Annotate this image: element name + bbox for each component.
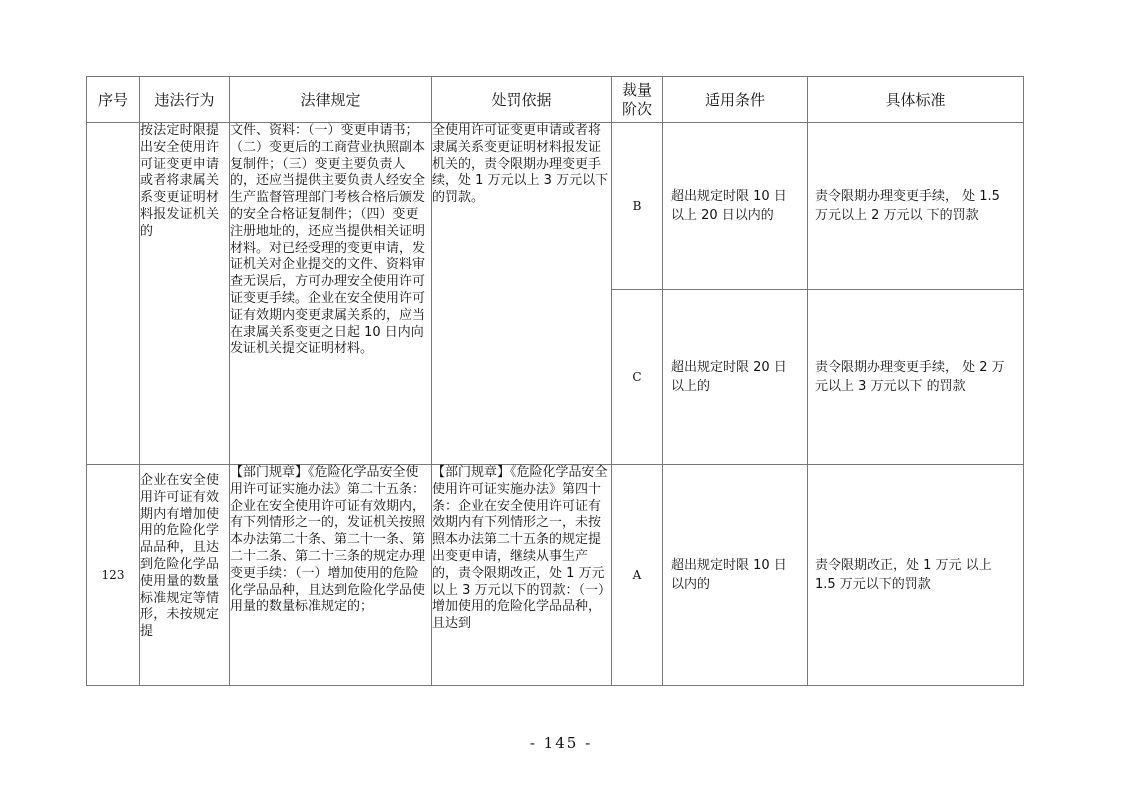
header-level-line1: 裁量 bbox=[621, 80, 652, 99]
standard-cell: 责令限期改正，处 1 万元 以上 1.5 万元以下的罚款 bbox=[808, 465, 1024, 686]
standard-cell: 责令限期办理变更手续， 处 2 万元以上 3 万元以下 的罚款 bbox=[808, 290, 1024, 465]
table-row bbox=[87, 123, 1024, 290]
level-cell: C bbox=[612, 290, 663, 465]
level-cell: A bbox=[612, 465, 663, 686]
violation-cell: 企业在安全使用许可证有效期内有增加使用的危险化学品品种，且达到危险化学品使用量的数量标准规定等情形，未按规定提 bbox=[140, 465, 230, 686]
law-cell: 【部门规章】《危险化学品安全使用许可证实施办法》第二十五条：企业在安全使用许可证有效期内，有下列情形之一的，发证机关按照本办法第二十条、第二十一条、第二十二条、第二十三条的规定办理变更手续：（一）增加使用的危险化学品品种，且达到危险化学品使用量的数量标准规定的； bbox=[230, 465, 432, 686]
header-penalty: 处罚依据 bbox=[432, 77, 612, 123]
law-cell: 文件、资料：（一）变更申请书；（二）变更后的工商营业执照副本复制件；（三）变更主要负责人的，还应当提供主要负责人经安全生产监督管理部门考核合格后颁发的安全合格证复制件；（四）变更注册地址的，还应当提供相关证明材料。对已经受理的变更申请，发证机关对企业提交的文件、资料审查无误后，方可办理安全使用许可证变更手续。企业在安全使用许可证有效期内变更隶属关系的，应当在隶属关系变更之日起 10 日内向发证机关提交证明材料。 bbox=[230, 123, 432, 465]
header-level bbox=[612, 77, 663, 123]
penalty-discretion-table bbox=[86, 76, 1024, 686]
level-cell: B bbox=[612, 123, 663, 290]
violation-cell: 按法定时限提出安全使用许可证变更申请或者将隶属关系变更证明材料报发证机关的 bbox=[140, 123, 230, 465]
standard-cell: 责令限期办理变更手续， 处 1.5 万元以上 2 万元以 下的罚款 bbox=[808, 123, 1024, 290]
header-level-line2: 阶次 bbox=[621, 99, 652, 118]
penalty-basis-cell: 【部门规章】《危险化学品安全使用许可证实施办法》第四十条：企业在安全使用许可证有效期内有下列情形之一，未按照本办法第二十五条的规定提出变更申请，继续从事生产的，责令限期改正，处 1 万元以上 3 万元以下的罚款：（一）增加使用的危险化学品品种，且达到 bbox=[432, 465, 612, 686]
seq-cell: 123 bbox=[87, 465, 140, 686]
condition-cell: 超出规定时限 20 日以上的 bbox=[663, 290, 808, 465]
seq-cell bbox=[87, 123, 140, 465]
page-number: - 145 - bbox=[529, 734, 593, 752]
penalty-basis-cell: 全使用许可证变更申请或者将隶属关系变更证明材料报发证机关的，责令限期办理变更手续，处 1 万元以上 3 万元以下的罚款。 bbox=[432, 123, 612, 465]
header-seq: 序号 bbox=[87, 77, 140, 123]
header-row bbox=[87, 77, 1024, 123]
header-act: 违法行为 bbox=[140, 77, 230, 123]
table-row bbox=[87, 465, 1024, 686]
header-law: 法律规定 bbox=[230, 77, 432, 123]
header-condition: 适用条件 bbox=[663, 77, 808, 123]
condition-cell: 超出规定时限 10 日以内的 bbox=[663, 465, 808, 686]
condition-cell: 超出规定时限 10 日以上 20 日以内的 bbox=[663, 123, 808, 290]
header-standard: 具体标准 bbox=[808, 77, 1024, 123]
